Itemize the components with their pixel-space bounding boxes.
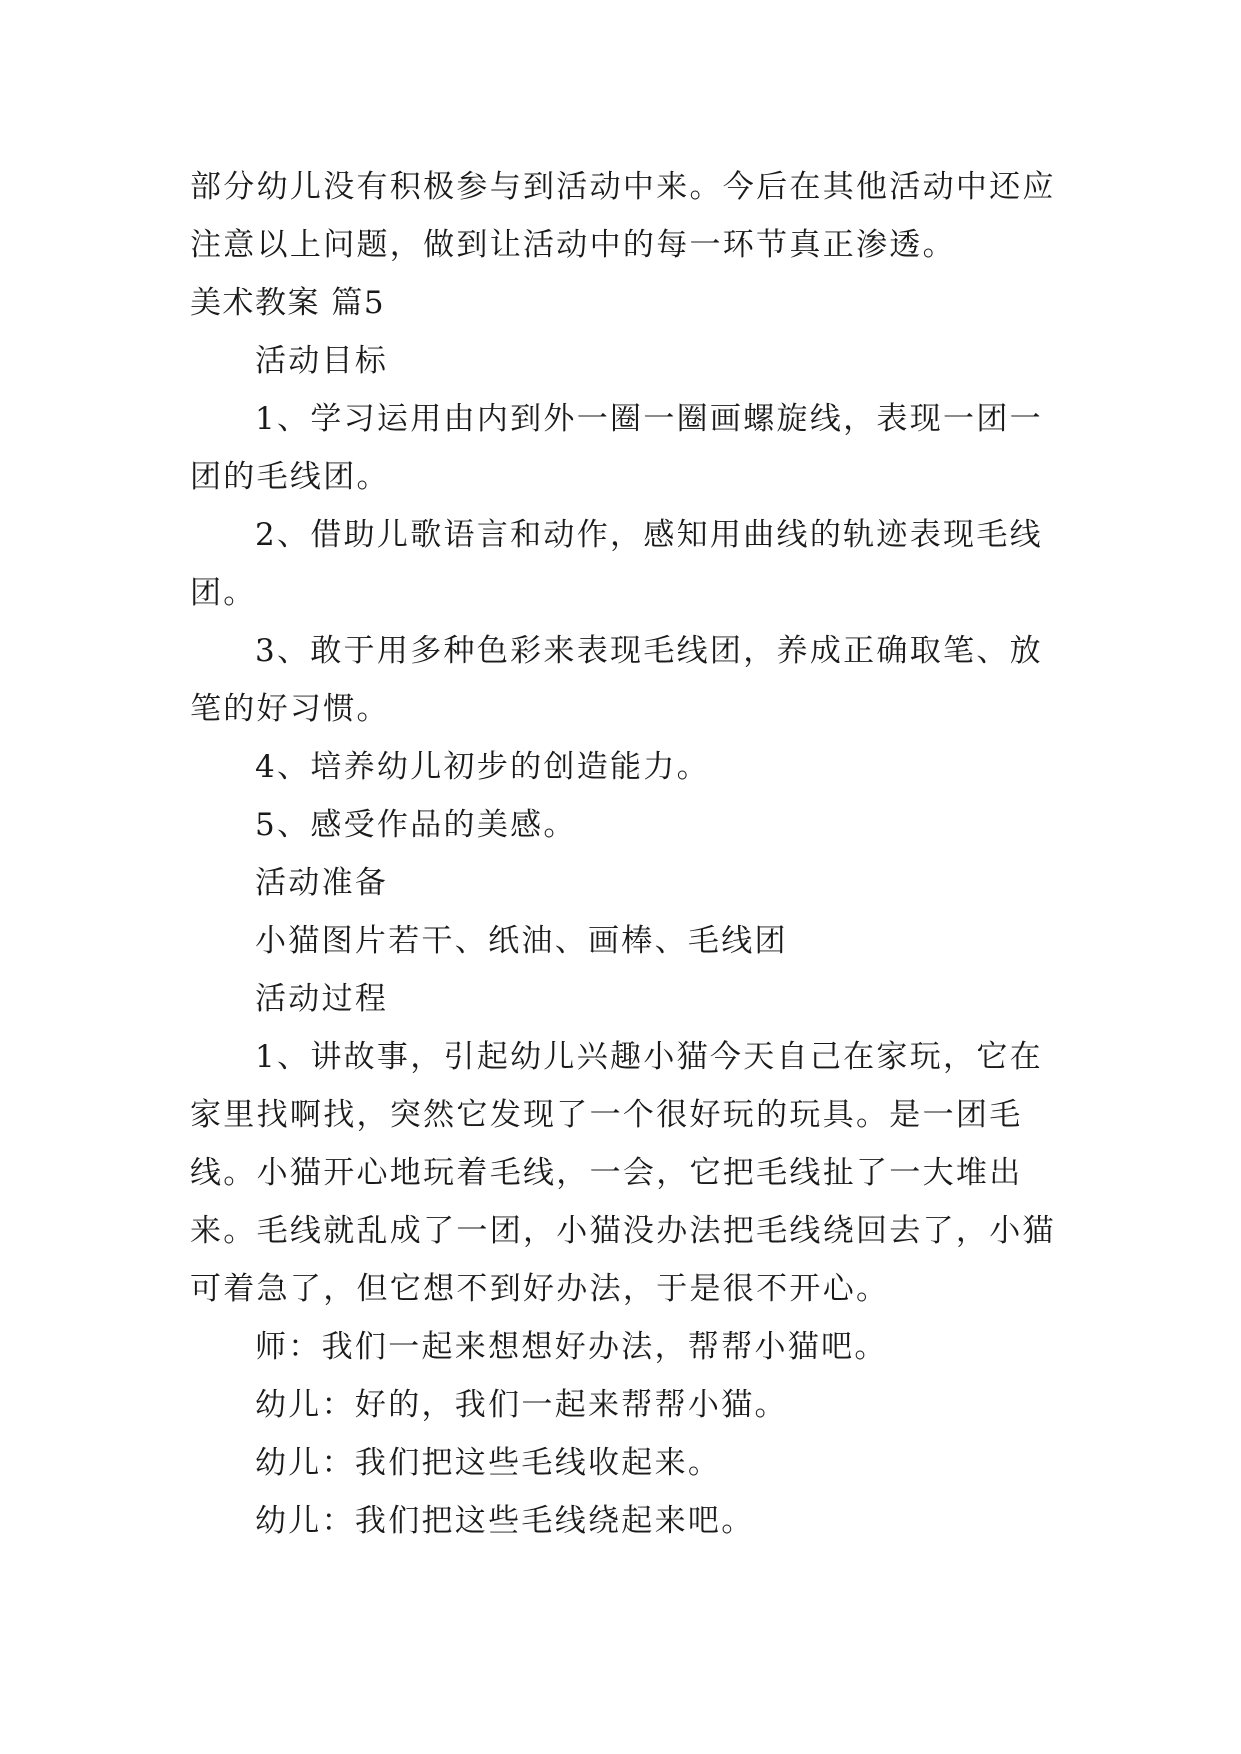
process-step-1-story: 1、讲故事，引起幼儿兴趣小猫今天自己在家玩，它在家里找啊找，突然它发现了一个很好玩的玩具。是一团毛线。小猫开心地玩着毛线，一会，它把毛线扯了一大堆出来。毛线就乱成了一团，小猫没办法把毛线绕回去了，小猫可着急了，但它想不到好办法，于是很不开心。 (190, 1039, 1056, 1307)
subheading-activity-goals: 活动目标 (255, 343, 389, 379)
goal-item-5: 5、感受作品的美感。 (255, 807, 577, 843)
document-body (190, 158, 1060, 1550)
goal-item-3: 3、敢于用多种色彩来表现毛线团，养成正确取笔、放笔的好习惯。 (190, 633, 1043, 727)
goal-item-1: 1、学习运用由内到外一圈一圈画螺旋线，表现一团一团的毛线团。 (190, 401, 1043, 495)
preparation-materials: 小猫图片若干、纸油、画棒、毛线团 (255, 923, 788, 959)
goal-item-2: 2、借助儿歌语言和动作，感知用曲线的轨迹表现毛线团。 (190, 517, 1043, 611)
dialogue-child-3: 幼儿：我们把这些毛线绕起来吧。 (255, 1503, 755, 1539)
goal-item-4: 4、培养幼儿初步的创造能力。 (255, 749, 710, 785)
dialogue-child-2: 幼儿：我们把这些毛线收起来。 (255, 1445, 722, 1481)
section-heading: 美术教案 篇5 (190, 285, 386, 321)
subheading-activity-process: 活动过程 (255, 981, 389, 1017)
dialogue-child-1: 幼儿：好的，我们一起来帮帮小猫。 (255, 1387, 788, 1423)
subheading-activity-preparation: 活动准备 (255, 865, 389, 901)
paragraph-continuation: 部分幼儿没有积极参与到活动中来。今后在其他活动中还应注意以上问题，做到让活动中的每一环节真正渗透。 (190, 169, 1056, 263)
dialogue-teacher: 师：我们一起来想想好办法，帮帮小猫吧。 (255, 1329, 888, 1365)
